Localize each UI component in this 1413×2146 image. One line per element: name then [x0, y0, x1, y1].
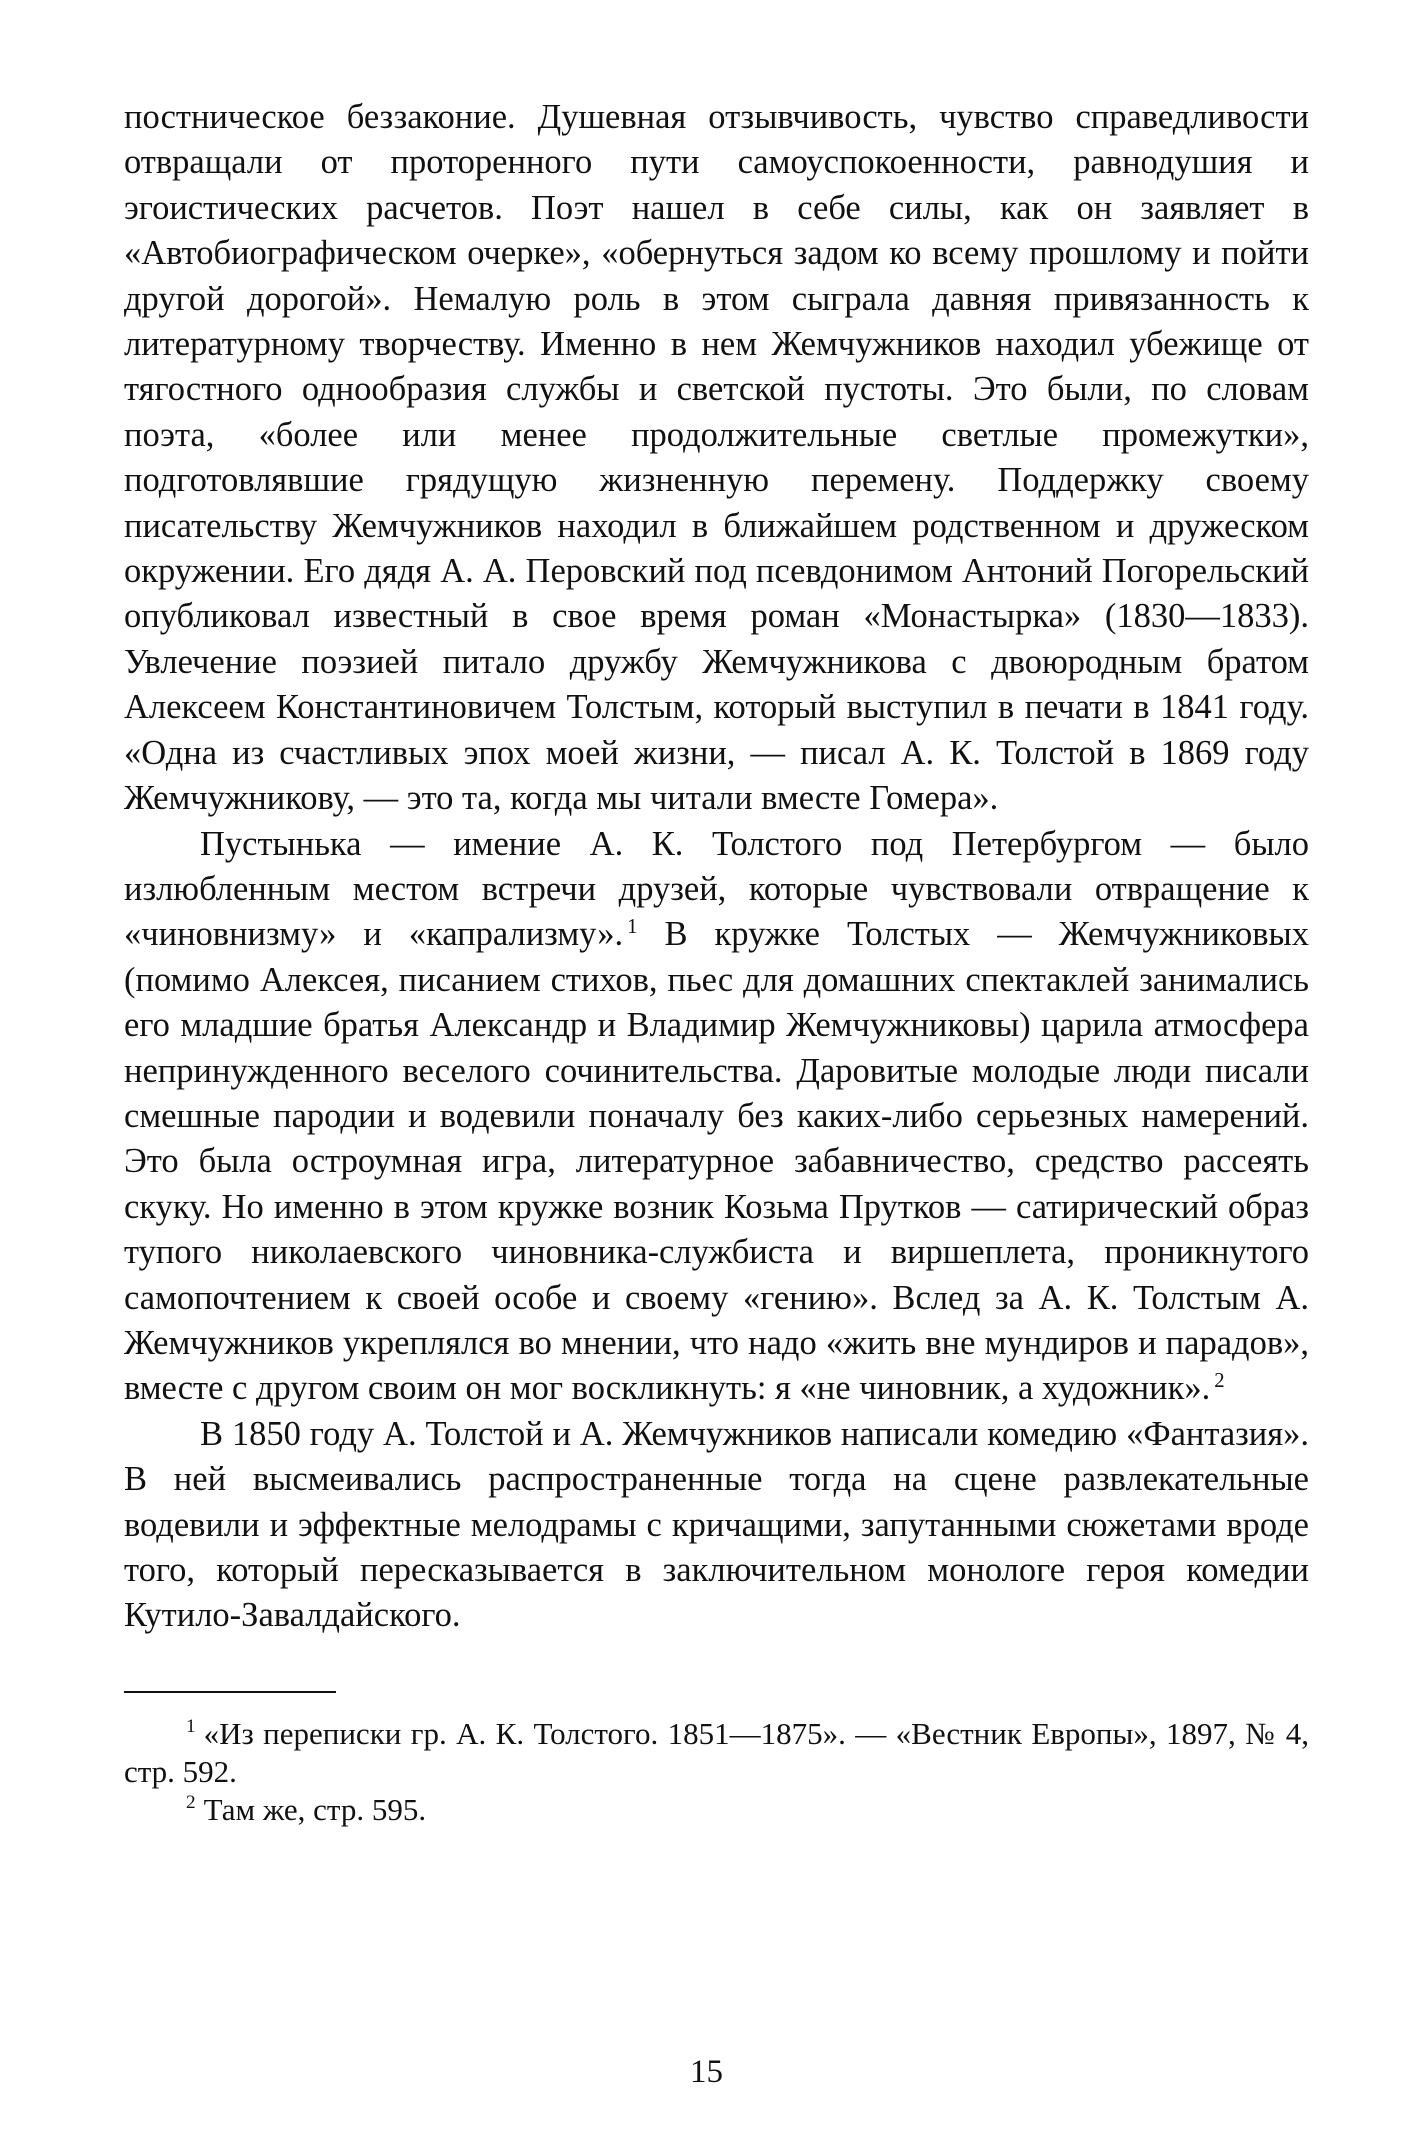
footnote-1-mark: 1	[186, 1716, 196, 1738]
paragraph-3-text: В 1850 году А. Толстой и А. Жемчужников написали комедию «Фантазия». В ней высмеивались распространенные тогда на сцене развлекательные водевили и эффектные мелодрамы с кричащими, запутанными сюжетами вроде того, который пересказывается в заключительном монологе героя комедии Кутило-Завалдайского.	[124, 1414, 1309, 1635]
footnote-2	[124, 1791, 1309, 1829]
paragraph-2	[124, 822, 1309, 1412]
paragraph-2-text: Пустынька — имение А. К. Толстого под Петербургом — было излюбленным местом встречи друзей, которые чувствовали отвращение к «чиновнизму» и «капрализму».	[124, 824, 1309, 954]
footnotes	[124, 1715, 1309, 1829]
paragraph-3	[124, 1412, 1309, 1639]
footnote-1	[124, 1715, 1309, 1791]
footnote-reference-1[interactable]: 1	[627, 915, 638, 938]
main-text	[124, 95, 1309, 1639]
footnote-2-mark: 2	[186, 1792, 196, 1814]
paragraph-2-text-continued: В кружке Толстых — Жемчужниковых (помимо Алексея, писанием стихов, пьес для домашних спектаклей занимались его младшие братья Александр и Владимир Жемчужниковы) царила атмосфера непринужденного веселого сочинительства. Даровитые молодые люди писали смешные пародии и водевили поначалу без каких-либо серьезных намерений. Это была остроумная игра, литературное забавничество, средство рассеять скуку. Но именно в этом кружке возник Козьма Прутков — сатирический образ тупого николаевского чиновника-службиста и виршеплета, проникнутого самопочтением к своей особе и своему «гению». Вслед за А. К. Толстым А. Жемчужников укреплялся во мнении, что надо «жить вне мундиров и парадов», вместе с другом своим он мог воскликнуть: я «не чиновник, а художник».	[124, 915, 1309, 1408]
footnote-1-text: «Из переписки гр. А. К. Толстого. 1851—1875». — «Вестник Европы», 1897, № 4, стр. 592.	[124, 1715, 1309, 1789]
footnote-divider	[124, 1691, 336, 1693]
footnote-reference-2[interactable]: 2	[1214, 1369, 1225, 1392]
page-number: 15	[690, 2054, 723, 2090]
footnote-2-text: Там же, стр. 595.	[203, 1791, 427, 1827]
paragraph-1-text: постническое беззаконие. Душевная отзывчивость, чувство справедливости отвращали от проторенного пути самоуспокоенности, равнодушия и эгоистических расчетов. Поэт нашел в себе силы, как он заявляет в «Автобиографическом очерке», «обернуться задом ко всему прошлому и пойти другой дорогой». Немалую роль в этом сыграла давняя привязанность к литературному творчеству. Именно в нем Жемчужников находил убежище от тягостного однообразия службы и светской пустоты. Это были, по словам поэта, «более или менее продолжительные светлые промежутки», подготовлявшие грядущую жизненную перемену. Поддержку своему писательству Жемчужников находил в ближайшем родственном и дружеском окружении. Его дядя А. А. Перовский под псевдонимом Антоний Погорельский опубликовал известный в свое время роман «Монастырка» (1830—1833). Увлечение поэзией питало дружбу Жемчужникова с двоюродным братом Алексеем Константиновичем Толстым, который выступил в печати в 1841 году. «Одна из счастливых эпох моей жизни, — писал А. К. Толстой в 1869 году Жемчужникову, — это та, когда мы читали вместе Гомера».	[124, 98, 1309, 818]
paragraph-1	[124, 95, 1309, 822]
